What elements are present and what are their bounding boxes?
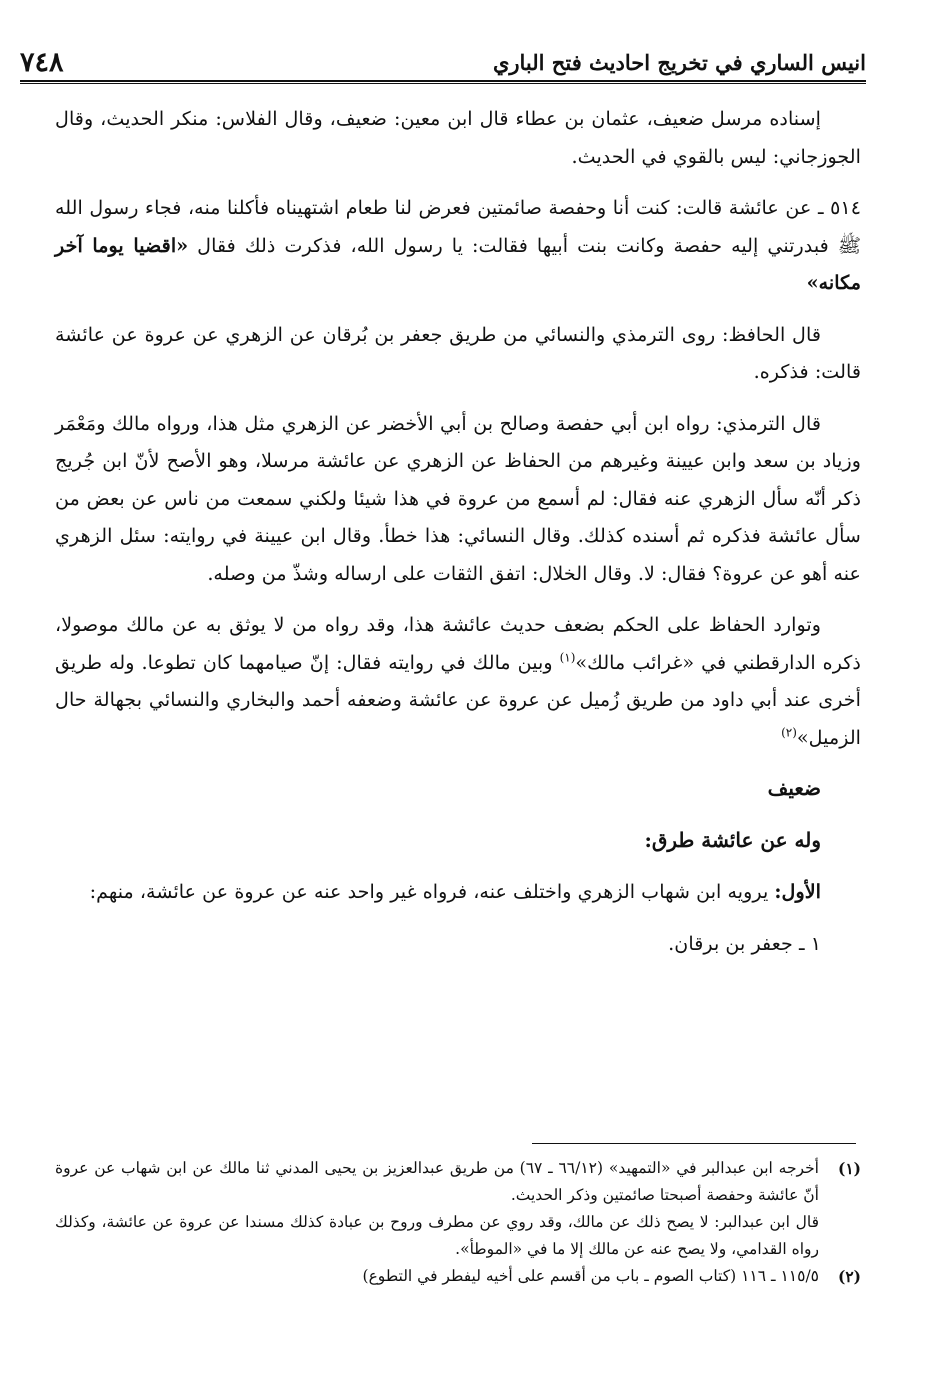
grade-label: ضعيف: [767, 776, 821, 800]
footnote-number: (٢): [837, 1267, 861, 1286]
hadith-514: [55, 189, 861, 302]
routes-heading: وله عن عائشة طرق:: [644, 827, 821, 852]
header-rule: [20, 80, 866, 82]
route-first: [55, 873, 861, 911]
running-header: [20, 44, 866, 80]
footnotes: [55, 1155, 861, 1290]
paragraph-huffaz-a: وتوارد الحفاظ على الحكم بضعف حديث عائشة هذا، وقد رواه من لا يوثق به عن مالك موصولا، ذكره الدارقطني في «غرائب مالك»: [55, 613, 861, 674]
footnote-line: قال ابن عبدالبر: لا يصح ذلك عن مالك، وقد روي عن مطرف وروح بن عبادة كذلك مسندا عن عروة عن عائشة، وكذلك رواه القدامي، ولا يصح عنه عن مالك إلا ما في «الموطأ».: [55, 1213, 819, 1258]
paragraph-huffaz-b: وبين مالك في روايته فقال: إنّ صيامهما كان تطوعا. وله طريق أخرى عند أبي داود من طريق زُميل عن عروة عن عائشة وضعفه أحمد والبخاري والنسائي بجهالة حال الزميل»: [55, 650, 861, 749]
footnote-body: [55, 1155, 819, 1263]
hadith-514-text: ٥١٤ ـ عن عائشة قالت: كنت أنا وحفصة صائمتين فعرض لنا طعام اشتهيناه فأكلنا منه، فجاء رسول الله ﷺ فبدرتني إليه حفصة وكانت بنت أبيها فقالت: يا رسول الله، فذكرت ذلك فقال: [55, 196, 861, 257]
paragraph-tirmidhi: قال الترمذي: رواه ابن أبي حفصة وصالح بن أبي الأخضر عن الزهري مثل هذا، ورواه مالك ومَعْمَر وزياد بن سعد وابن عيينة وغيرهم من الحفاظ عن الزهري عن عائشة مرسلا، وهو الأصح لأنّ ابن جُريج ذكر أنّه سأل الزهري عنه فقال: لم أسمع من عروة في هذا شيئا ولكني سمعت من ناس عن بعض من سأل عائشة فذكره ثم أسنده كذلك. وقال النسائي: هذا خطأ. وقال ابن عيينة في روايته: سئل الزهري عنه أهو عن عروة؟ فقال: لا. وقال الخلال: اتفق الثقات على ارساله وشذّ من وصله.: [55, 411, 861, 585]
footnote-ref-2: (٢): [781, 725, 797, 740]
route-first-label: الأول:: [774, 880, 821, 903]
paragraph-isnad: إسناده مرسل ضعيف، عثمان بن عطاء قال ابن معين: ضعيف، وقال الفلاس: منكر الحديث، وقال الجوزجاني: ليس بالقوي في الحديث.: [55, 107, 861, 168]
main-text: [55, 100, 861, 962]
page-number: ٧٤٨: [20, 46, 64, 78]
footnote-2: [55, 1263, 861, 1290]
header-rule-thin: [20, 83, 866, 84]
footnote-line: ١١٥/٥ ـ ١١٦ (كتاب الصوم ـ باب من أقسم على أخيه ليفطر في التطوع): [362, 1267, 819, 1285]
footnote-rule: [532, 1143, 856, 1144]
footnote-body: [55, 1263, 819, 1290]
footnote-ref-1: (١): [559, 650, 576, 665]
footnote-1: [55, 1155, 861, 1263]
paragraph-huffaz: [55, 606, 861, 756]
footnote-line: أخرجه ابن عبدالبر في «التمهيد» (٦٦/١٢ ـ ٦٧) من طريق عبدالعزيز بن يحيى المدني ثنا مالك عن ابن شهاب عن عروة أنّ عائشة وحفصة أصبحتا صائمتين وذكر الحديث.: [55, 1159, 819, 1204]
route-item-1: ١ ـ جعفر بن برقان.: [668, 931, 821, 955]
paragraph-hafiz: قال الحافظ: روى الترمذي والنسائي من طريق جعفر بن بُرقان عن الزهري عن عروة عن عائشة قالت: فذكره.: [55, 322, 861, 383]
running-title: انيس الساري في تخريج احاديث فتح الباري: [492, 49, 866, 75]
hadith-514-quote: «اقضيا يوما آخر مكانه»: [55, 233, 861, 294]
route-first-text: يرويه ابن شهاب الزهري واختلف عنه، فرواه غير واحد عنه عن عروة عن عائشة، منهم:: [89, 880, 775, 903]
footnote-number: (١): [837, 1159, 861, 1178]
